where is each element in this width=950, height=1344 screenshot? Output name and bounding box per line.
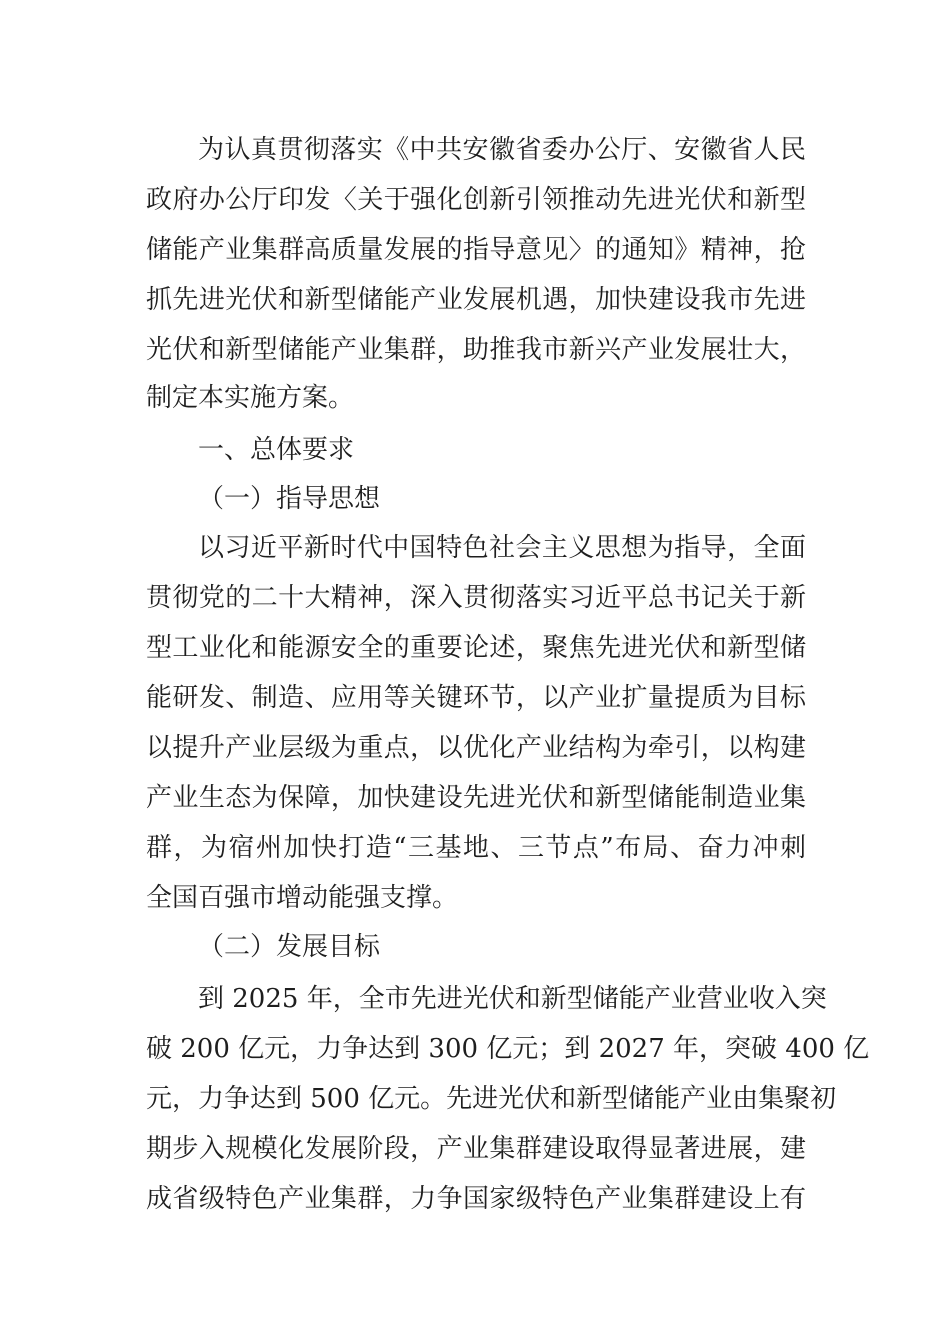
paragraph-ideology-line-6: 产业生态为保障，加快建设先进光伏和新型储能制造业集 bbox=[146, 783, 806, 813]
paragraph-ideology-line-8: 全国百强市增动能强支撑。 bbox=[146, 883, 459, 913]
paragraph-ideology-line-3: 型工业化和能源安全的重要论述，聚焦先进光伏和新型储 bbox=[146, 633, 806, 663]
paragraph-intro-line-6: 制定本实施方案。 bbox=[146, 383, 355, 413]
paragraph-ideology-line-5: 以提升产业层级为重点，以优化产业结构为牵引，以构建 bbox=[146, 733, 806, 763]
paragraph-intro-line-2: 政府办公厅印发〈关于强化创新引领推动先进光伏和新型 bbox=[146, 185, 806, 215]
paragraph-intro-line-4: 抓先进光伏和新型储能产业发展机遇，加快建设我市先进 bbox=[146, 285, 806, 315]
paragraph-intro-line-3: 储能产业集群高质量发展的指导意见〉的通知》精神，抢 bbox=[146, 235, 806, 265]
paragraph-ideology-line-1: 以习近平新时代中国特色社会主义思想为指导，全面 bbox=[198, 533, 806, 563]
subsection-heading-guiding-ideology: （一）指导思想 bbox=[198, 484, 381, 514]
paragraph-ideology-line-2: 贯彻党的二十大精神，深入贯彻落实习近平总书记关于新 bbox=[146, 583, 806, 613]
paragraph-intro-line-1: 为认真贯彻落实《中共安徽省委办公厅、安徽省人民 bbox=[198, 135, 806, 165]
section-heading-general-requirements: 一、总体要求 bbox=[198, 435, 355, 465]
paragraph-intro-line-5: 光伏和新型储能产业集群，助推我市新兴产业发展壮大， bbox=[146, 335, 806, 365]
paragraph-goals-line-2: 破 200 亿元，力争达到 300 亿元；到 2027 年，突破 400 亿 bbox=[146, 1034, 870, 1064]
paragraph-ideology-line-7: 群，为宿州加快打造“三基地、三节点”布局、奋力冲刺 bbox=[146, 833, 806, 863]
paragraph-goals-line-1: 到 2025 年，全市先进光伏和新型储能产业营业收入突 bbox=[198, 984, 827, 1014]
paragraph-goals-line-5: 成省级特色产业集群，力争国家级特色产业集群建设上有 bbox=[146, 1184, 806, 1214]
subsection-heading-development-goals: （二）发展目标 bbox=[198, 932, 381, 962]
paragraph-goals-line-4: 期步入规模化发展阶段，产业集群建设取得显著进展，建 bbox=[146, 1134, 806, 1164]
paragraph-goals-line-3: 元，力争达到 500 亿元。先进光伏和新型储能产业由集聚初 bbox=[146, 1084, 837, 1114]
paragraph-ideology-line-4: 能研发、制造、应用等关键环节，以产业扩量提质为目标 bbox=[146, 683, 806, 713]
